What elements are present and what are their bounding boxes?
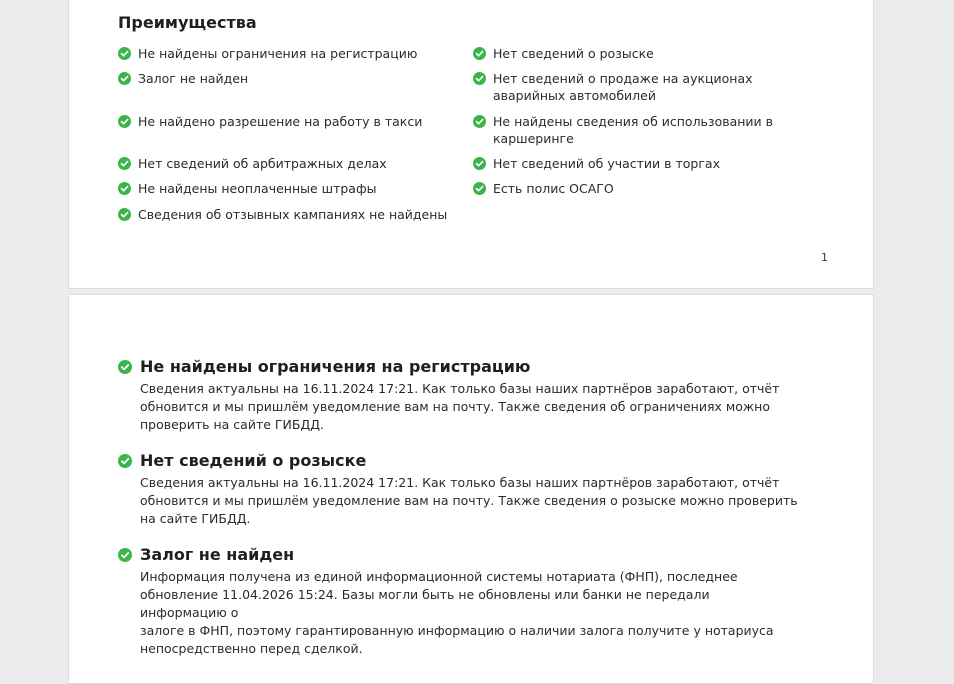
advantage-label: Нет сведений о продаже на аукционах аварийных автомобилей: [493, 71, 753, 103]
advantage-item: [473, 70, 823, 113]
advantages-left-column: [118, 45, 458, 231]
report-page-1: [68, 0, 874, 289]
advantage-item: [118, 113, 458, 155]
section-body: [140, 474, 798, 528]
body-line: обновится и мы пришлём уведомление вам на почту. Также сведения о розыске можно проверить: [140, 493, 798, 508]
advantages-title: Преимущества: [118, 13, 257, 32]
section-body: [140, 568, 798, 658]
detail-section: [118, 451, 798, 528]
advantage-item: [473, 155, 823, 180]
check-circle-icon: [118, 208, 131, 221]
body-line: обновится и мы пришлём уведомление вам на почту. Также сведения об ограничениях можно: [140, 399, 770, 414]
check-circle-icon: [473, 72, 486, 85]
details-sections: [118, 357, 798, 675]
advantages-right-column: [473, 45, 823, 206]
body-line: проверить на сайте ГИБДД.: [140, 417, 324, 432]
page-number: 1: [821, 251, 828, 264]
check-circle-icon: [473, 47, 486, 60]
check-circle-icon: [118, 72, 131, 85]
body-line: непосредственно перед сделкой.: [140, 641, 363, 656]
advantage-item: [473, 113, 823, 155]
advantage-item: [118, 206, 458, 231]
check-circle-icon: [118, 548, 132, 562]
advantage-item: [118, 155, 458, 180]
advantage-item: [118, 70, 458, 113]
check-circle-icon: [118, 182, 131, 195]
body-line: Информация получена из единой информационной системы нотариата (ФНП), последнее: [140, 569, 738, 584]
check-circle-icon: [473, 157, 486, 170]
advantage-label: Нет сведений об участии в торгах: [493, 156, 720, 171]
body-line: Сведения актуальны на 16.11.2024 17:21. Как только базы наших партнёров заработают, отчёт: [140, 381, 780, 396]
advantage-label: Сведения об отзывных кампаниях не найдены: [138, 207, 448, 222]
advantage-label: Нет сведений об арбитражных делах: [138, 156, 387, 171]
section-header: [118, 545, 798, 564]
check-circle-icon: [118, 47, 131, 60]
advantage-label: Не найдено разрешение на работу в такси: [138, 114, 423, 129]
advantage-item: [473, 45, 823, 70]
section-body: [140, 380, 798, 434]
advantage-item: [118, 180, 458, 206]
check-circle-icon: [473, 115, 486, 128]
detail-section: [118, 357, 798, 434]
detail-section: [118, 545, 798, 658]
advantage-label: Не найдены неоплаченные штрафы: [138, 181, 377, 196]
check-circle-icon: [473, 182, 486, 195]
section-header: [118, 357, 798, 376]
advantage-item: [473, 180, 823, 206]
section-title: Залог не найден: [140, 545, 295, 564]
check-circle-icon: [118, 157, 131, 170]
body-line: Сведения актуальны на 16.11.2024 17:21. Как только базы наших партнёров заработают, отчёт: [140, 475, 780, 490]
advantage-label: Не найдены ограничения на регистрацию: [138, 46, 418, 61]
check-circle-icon: [118, 454, 132, 468]
advantage-label: Не найдены сведения об использовании в каршеринге: [493, 114, 774, 146]
body-line: залоге в ФНП, поэтому гарантированную информацию о наличии залога получите у нотариуса: [140, 623, 774, 638]
section-header: [118, 451, 798, 470]
body-line: обновление 11.04.2026 15:24. Базы могли быть не обновлены или банки не передали информацию о: [140, 587, 710, 620]
body-line: на сайте ГИБДД.: [140, 511, 251, 526]
advantage-label: Залог не найден: [138, 71, 249, 86]
section-title: Не найдены ограничения на регистрацию: [140, 357, 531, 376]
report-page-2: [68, 294, 874, 684]
section-title: Нет сведений о розыске: [140, 451, 367, 470]
check-circle-icon: [118, 360, 132, 374]
check-circle-icon: [118, 115, 131, 128]
advantage-label: Есть полис ОСАГО: [493, 181, 614, 196]
advantage-item: [118, 45, 458, 70]
advantage-label: Нет сведений о розыске: [493, 46, 654, 61]
